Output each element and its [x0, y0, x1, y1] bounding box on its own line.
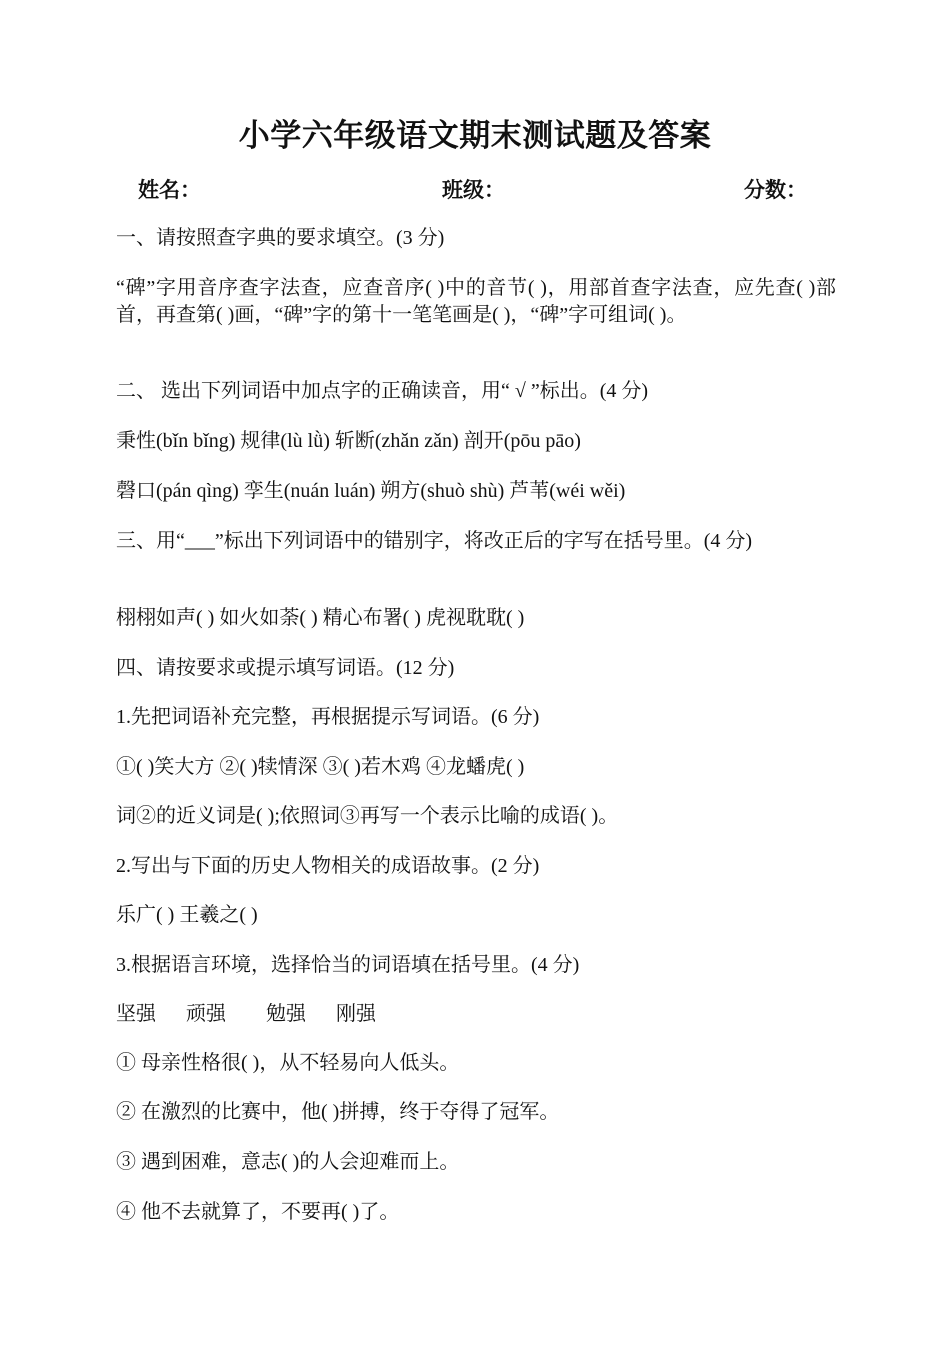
pinyin-row-1: 秉性(bǐn bǐng) 规律(lù lǜ) 斩断(zhǎn zǎn) 剖开(pōu pāo) [116, 430, 581, 452]
synonym-question: 词②的近义词是( );依照词③再写一个表示比喻的成语( )。 [116, 805, 619, 827]
score-label: 分数： [744, 178, 807, 202]
question-4-1-heading: 1.先把词语补充完整，再根据提示写词语。(6 分) [116, 706, 540, 728]
typo-words-row: 栩栩如声( ) 如火如荼( ) 精心布署( ) 虎视耽耽( ) [116, 607, 525, 629]
sentence-4: ④ 他不去就算了，不要再( )了。 [116, 1201, 400, 1223]
question-4-2-heading: 2.写出与下面的历史人物相关的成语故事。(2 分) [116, 855, 540, 877]
sentence-3: ③ 遇到困难，意志( )的人会迎难而上。 [116, 1151, 460, 1173]
section-1-heading: 一、请按照查字典的要求填空。(3 分) [116, 227, 445, 249]
pinyin-row-2: 磬口(pán qìng) 孪生(nuán luán) 朔方(shuò shù) 芦苇(wéi wěi) [116, 480, 626, 502]
section-2-heading: 二、 选出下列词语中加点字的正确读音，用“ √ ”标出。(4 分) [116, 380, 649, 402]
class-label: 班级： [442, 178, 505, 202]
section-1-question: “碑”字用音序查字法查，应查音序( )中的音节( )，用部首查字法查，应先查( )部首，再查第( )画，“碑”字的第十一笔笔画是( )，“碑”字可组词( )。 [116, 277, 836, 326]
sentence-1: ① 母亲性格很( )，从不轻易向人低头。 [116, 1052, 460, 1074]
section-3-heading: 三、用“___”标出下列词语中的错别字，将改正后的字写在括号里。(4 分) [116, 530, 753, 552]
page-title: 小学六年级语文期末测试题及答案 [238, 118, 712, 153]
idiom-fill-row: ①( )笑大方 ②( )犊情深 ③( )若木鸡 ④龙蟠虎( ) [116, 756, 525, 778]
historical-figures-row: 乐广( ) 王羲之( ) [116, 904, 258, 926]
section-4-heading: 四、请按要求或提示填写词语。(12 分) [116, 657, 455, 679]
word-choices-row: 坚强 顽强 勉强 刚强 [116, 1003, 376, 1025]
sentence-2: ② 在激烈的比赛中，他( )拼搏，终于夺得了冠军。 [116, 1101, 560, 1123]
name-label: 姓名： [138, 178, 201, 202]
question-4-3-heading: 3.根据语言环境，选择恰当的词语填在括号里。(4 分) [116, 954, 580, 976]
